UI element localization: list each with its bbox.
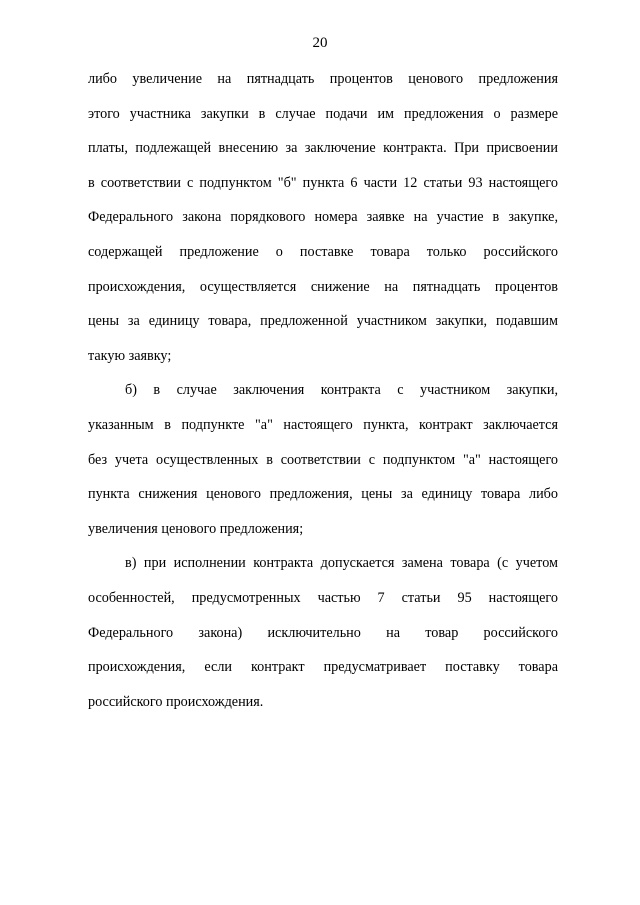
text-line: Федерального закона) исключительно на товар российского [88, 624, 558, 641]
page-number: 20 [312, 35, 328, 51]
text-line: платы, подлежащей внесению за заключение контракта. При присвоении [88, 140, 558, 157]
text-line: пункта снижения ценового предложения, цены за единицу товара либо [88, 486, 558, 503]
text-line: такую заявку; [88, 347, 172, 364]
text-line: происхождения, осуществляется снижение на пятнадцать процентов [88, 278, 558, 295]
text-line: увеличения ценового предложения; [88, 520, 304, 537]
text-line: особенностей, предусмотренных частью 7 статьи 95 настоящего [88, 589, 558, 606]
text-line: в) при исполнении контракта допускается замена товара (с учетом [125, 555, 558, 572]
text-line: этого участника закупки в случае подачи им предложения о размере [88, 105, 558, 122]
text-line: Федерального закона порядкового номера заявке на участие в закупке, [88, 209, 558, 226]
document-body [88, 68, 558, 725]
text-line: в соответствии с подпунктом "б" пункта 6 части 12 статьи 93 настоящего [88, 174, 558, 191]
text-line: российского происхождения. [88, 693, 264, 710]
text-line: без учета осуществленных в соответствии с подпунктом "а" настоящего [88, 451, 558, 468]
text-line: указанным в подпункте "а" настоящего пункта, контракт заключается [88, 416, 558, 433]
paragraph-continuation [88, 68, 558, 379]
text-line: цены за единицу товара, предложенной участником закупки, подавшим [88, 313, 558, 330]
text-line: происхождения, если контракт предусматривает поставку товара [88, 659, 558, 676]
text-line: б) в случае заключения контракта с участником закупки, [125, 382, 558, 399]
text-line: содержащей предложение о поставке товара только российского [88, 243, 558, 260]
text-line: либо увеличение на пятнадцать процентов ценового предложения [88, 71, 558, 87]
paragraph-v [88, 552, 558, 725]
paragraph-b [88, 379, 558, 552]
